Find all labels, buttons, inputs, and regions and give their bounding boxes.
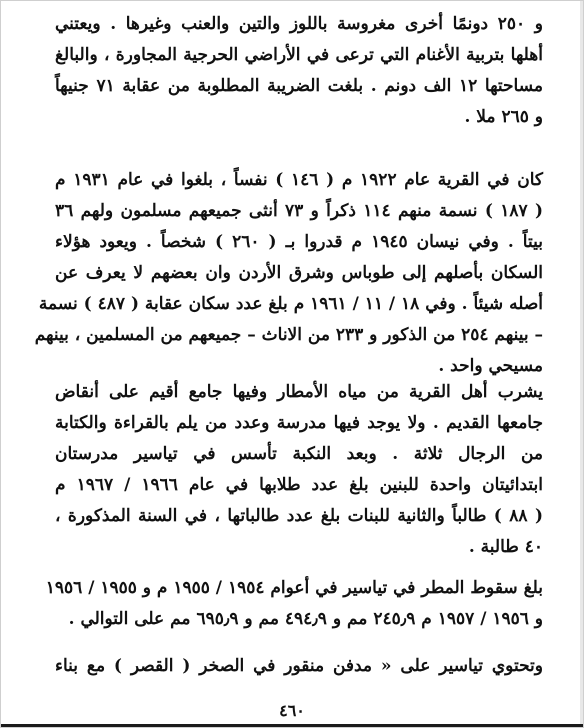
text-line: ( ١٨٧ ) نسمة منهم ١١٤ ذكراً و ٧٣ أنثى جميعهم مسلمون ولهم ٣٦ xyxy=(55,201,544,221)
text-line: وتحتوي تياسير على « مدفن منقور في الصخر ( القصر ) مع بناء xyxy=(55,656,543,676)
paragraph-land-and-tax xyxy=(55,9,543,133)
text-line: يشرب أهل القرية من مياه الأمطار وفيها جامع أقيم على أنقاض xyxy=(55,382,543,402)
text-line: جامعها القديم . ولا يوجد فيها مدرسة وعدد من يلم بالقراءة والكتابة xyxy=(55,413,543,433)
text-line: بلغ سقوط المطر في تياسير في أعوام ١٩٥٤ / ١٩٥٥ م و ١٩٥٥ / ١٩٥٦ xyxy=(45,578,543,598)
page-edge-shadow xyxy=(580,1,583,727)
paragraph-water-and-schools xyxy=(55,377,543,563)
text-line: ٤٠ طالبة . xyxy=(468,537,543,557)
paragraph-antiquities xyxy=(55,651,543,682)
text-line: أهلها بتربية الأغنام التي ترعى في الأراضي الحرجية المجاورة ، والبالغ xyxy=(55,45,543,65)
text-line: مساحتها ١٢ الف دونم . بلغت الضريبة المطلوبة من عقابة ٧١ جنيهاً xyxy=(55,76,544,96)
text-line: بيتاً . وفي نيسان ١٩٤٥ م قدروا بـ ( ٢٦٠ ) شخصاً . ويعود هؤلاء xyxy=(55,232,543,252)
text-line: من الرجال ثلاثة . وبعد النكبة تأسس في تياسير مدرستان xyxy=(55,444,543,464)
page-number: ٤٦٠ xyxy=(279,701,305,720)
text-line: مسيحي واحد . xyxy=(438,356,543,376)
text-line: ابتدائيتان واحدة للبنين بلغ عدد طلابها في عام ١٩٦٦ / ١٩٦٧ م xyxy=(55,475,543,495)
paragraph-rainfall xyxy=(45,573,543,635)
paragraph-population xyxy=(34,165,544,382)
text-line: ( ٨٨ ) طالباً والثانية للبنات بلغ عدد طالباتها ، في السنة المذكورة ، xyxy=(55,506,543,526)
page-bottom-border xyxy=(1,724,583,727)
text-line: و ٢٥٠ دونمًا أخرى مغروسة باللوز والتين والعنب وغيرها . ويعتني xyxy=(55,14,543,34)
text-line: و ٢٦٥ ملا . xyxy=(464,107,543,127)
text-line: السكان بأصلهم إلى طوباس وشرق الأردن وان بعضهم لا يعرف عن xyxy=(55,263,543,283)
text-line: أصله شيئاً . وفي ١٨ / ١١ / ١٩٦١ م بلغ عدد سكان عقابة ( ٤٨٧ ) نسمة xyxy=(38,294,543,314)
text-line: و ١٩٥٦ / ١٩٥٧ م ٢٤٥٫٩ مم و ٤٩٤٫٩ مم و ٦٩٥٫٩ مم على التوالي . xyxy=(68,609,543,629)
text-line: – بينهم ٢٥٤ من الذكور و ٢٣٣ من الاناث – جميعهم من المسلمين ، بينهم xyxy=(34,325,543,345)
text-line: كان في القرية عام ١٩٢٢ م ( ١٤٦ ) نفساً ، بلغوا في عام ١٩٣١ م xyxy=(55,170,543,190)
